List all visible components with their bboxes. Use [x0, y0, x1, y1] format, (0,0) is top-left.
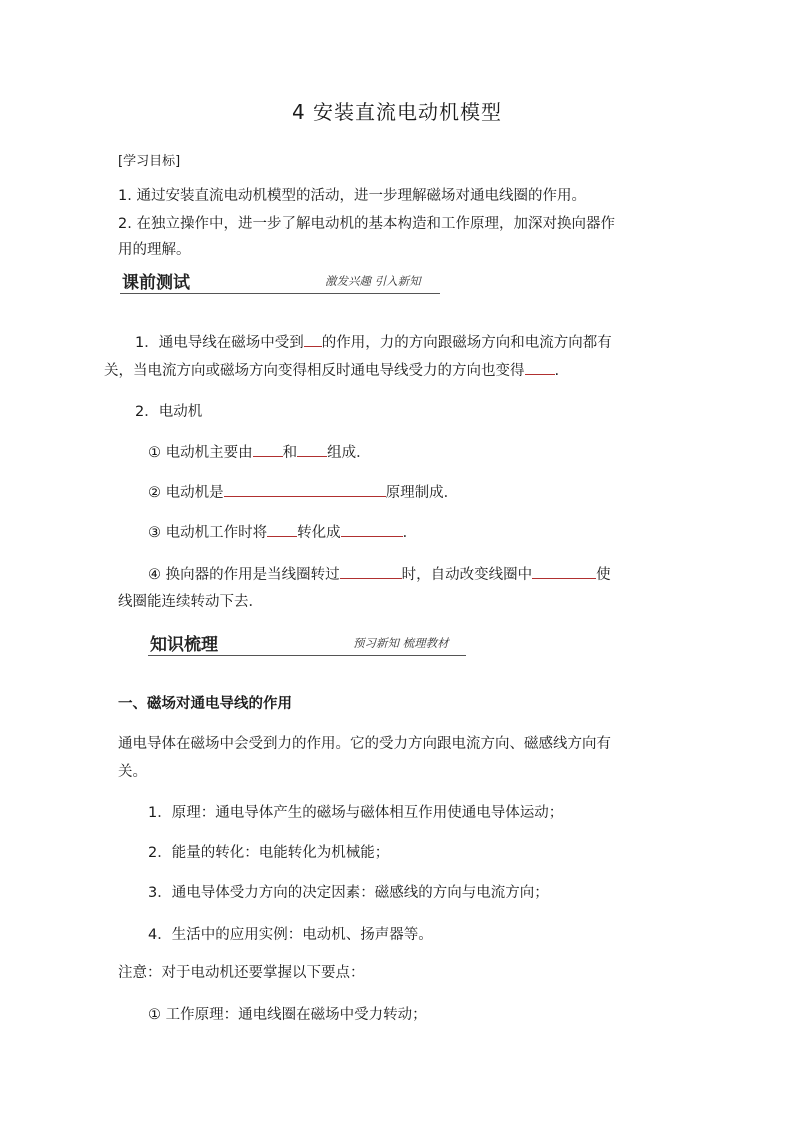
answer-blank[interactable] [340, 564, 402, 579]
question-text: 原理制成． [385, 485, 459, 501]
question-text: ③ 电动机工作时将 [148, 525, 268, 541]
question-1-line1 [135, 332, 612, 353]
answer-blank[interactable] [224, 482, 386, 497]
question-text: ． [402, 525, 418, 541]
answer-blank[interactable] [341, 522, 403, 537]
objective-item-2-line1: 2. 在独立操作中，进一步了解电动机的基本构造和工作原理，加深对换向器作 [118, 216, 615, 232]
question-1-line2 [104, 360, 559, 381]
section-heading: 一、磁场对通电导线的作用 [118, 696, 292, 712]
answer-blank[interactable] [253, 442, 283, 457]
point-3: 3．通电导体受力方向的决定因素：磁感线的方向与电流方向； [148, 885, 549, 901]
page-title: 4 安装直流电动机模型 [291, 100, 503, 124]
question-text: ② 电动机是 [148, 485, 224, 501]
question-text: 使 [596, 567, 611, 583]
answer-blank[interactable] [267, 522, 297, 537]
pretest-section-label: 课前测试 [122, 273, 190, 293]
question-1-text-c: 关，当电流方向或磁场方向变得相反时通电导线受力的方向也变得 [104, 363, 525, 379]
question-text: ④ 换向器的作用是当线圈转过 [148, 567, 340, 583]
pretest-section-bar [120, 268, 440, 296]
pretest-section-slogan: 激发兴趣 引入新知 [325, 274, 421, 288]
section-divider [148, 655, 466, 656]
question-text: ① 电动机主要由 [148, 445, 253, 461]
question-2-item-1 [148, 442, 371, 463]
note-item-1: ① 工作原理：通电线圈在磁场中受力转动； [148, 1007, 427, 1023]
question-2-item-4-line2: 线圈能连续转动下去． [118, 594, 263, 610]
intro-line-2: 关。 [118, 764, 147, 780]
answer-blank[interactable] [304, 332, 322, 347]
answer-blank[interactable] [297, 442, 327, 457]
question-1-text-a: 1．通电导线在磁场中受到 [135, 335, 304, 351]
question-2-item-3 [148, 522, 417, 543]
answer-blank[interactable] [525, 360, 555, 375]
question-text: 和 [282, 445, 298, 461]
point-2: 2．能量的转化：电能转化为机械能； [148, 845, 390, 861]
question-text: 转化成 [297, 525, 341, 541]
question-1-text-b: 的作用，力的方向跟磁场方向和电流方向都有 [321, 335, 612, 351]
objective-item-2-line2: 用的理解。 [118, 242, 191, 258]
question-2-title: 2．电动机 [135, 404, 203, 420]
point-1: 1．原理：通电导体产生的磁场与磁体相互作用使通电导体运动； [148, 805, 564, 821]
question-text: 时，自动改变线圈中 [401, 567, 533, 583]
section-divider [120, 293, 440, 294]
question-2-item-4 [148, 564, 611, 585]
objective-item-1: 1. 通过安装直流电动机模型的活动，进一步理解磁场对通电线圈的作用。 [118, 188, 586, 204]
knowledge-section-label: 知识梳理 [150, 635, 218, 655]
point-4: 4．生活中的应用实例：电动机、扬声器等。 [148, 927, 433, 943]
knowledge-section-slogan: 预习新知 梳理教材 [353, 636, 449, 650]
objectives-heading: [学习目标] [118, 154, 181, 169]
question-1-text-d: . [554, 363, 560, 379]
question-text: 组成． [327, 445, 371, 461]
question-2-item-2 [148, 482, 458, 503]
answer-blank[interactable] [532, 564, 596, 579]
note-heading: 注意：对于电动机还要掌握以下要点： [118, 965, 365, 981]
knowledge-section-bar [148, 630, 466, 658]
intro-line-1: 通电导体在磁场中会受到力的作用。它的受力方向跟电流方向、磁感线方向有 [118, 736, 611, 752]
